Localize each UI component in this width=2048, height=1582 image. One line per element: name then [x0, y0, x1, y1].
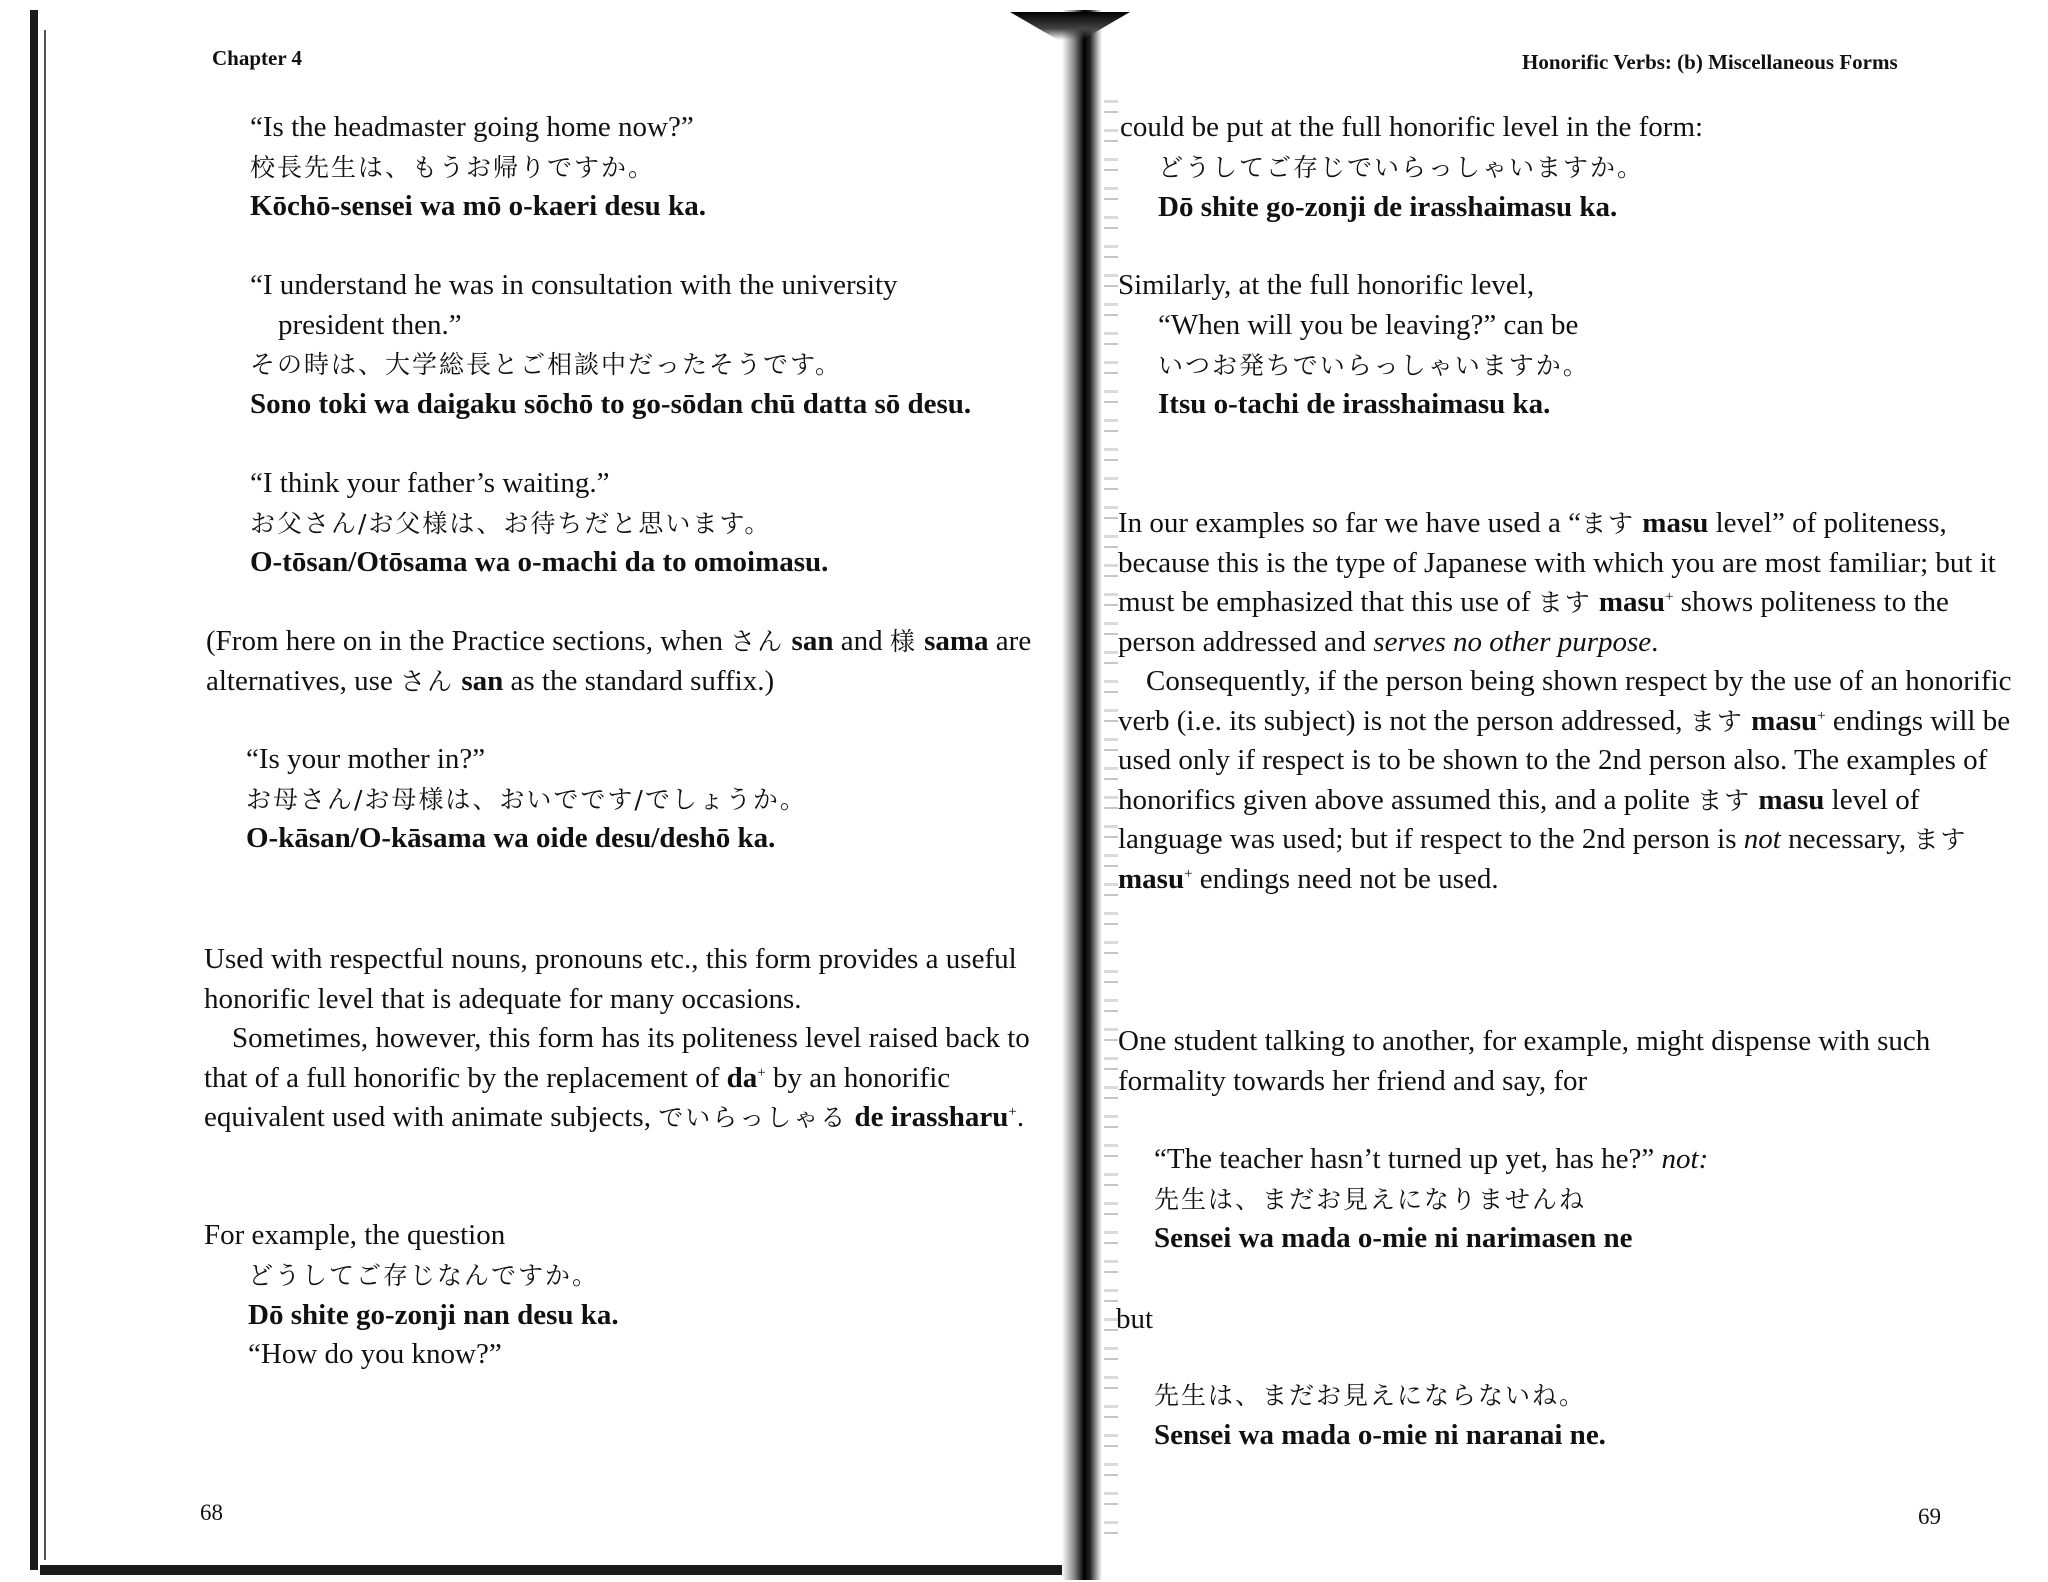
paragraph-text: but: [1116, 1303, 1154, 1335]
example-university-president: [250, 266, 1010, 424]
example-japanese: その時は、大学総長とご相談中だったそうです。: [250, 350, 843, 379]
paragraph-text: Consequently, if the person being shown respect by the use of an honorific verb (i.e. its subject) is not the person addressed, ます masu+ endings will be used only if respect is to be shown to the 2nd person also. The examples of honorifics given above assumed this, and a polite ます masu level of language was used; but if respect to the 2nd person is not necessary, ます masu+ endings need not be used.: [1118, 665, 2012, 895]
but-text: [1116, 1300, 1316, 1340]
example-english: “I think your father’s waiting.”: [250, 467, 610, 499]
example-romaji: Sono toki wa daigaku sōchō to go-sōdan chū datta sō desu.: [250, 387, 972, 420]
example-romaji: Dō shite go-zonji de irasshaimasu ka.: [1158, 190, 1618, 223]
continuation-text: [1120, 108, 2020, 148]
page-number-left: 68: [200, 1500, 223, 1525]
example-when-leaving: [1158, 306, 2038, 425]
example-teacher-plain: [1154, 1376, 2034, 1455]
example-japanese: お父さん/お父様は、お待ちだと思います。: [250, 508, 772, 538]
example-romaji: Itsu o-tachi de irasshaimasu ka.: [1158, 388, 1551, 420]
example-romaji: Dō shite go-zonji nan desu ka.: [248, 1298, 619, 1331]
similarly-text: [1118, 266, 2018, 306]
example-mother-in: [246, 740, 1066, 859]
page-number-right: 69: [1918, 1504, 1941, 1529]
note-paragraph: (From here on in the Practice sections, when さん san and 様 sama are alternatives, use さん san as the standard suffix.): [206, 625, 1032, 697]
example-english: “How do you know?”: [248, 1338, 502, 1370]
example-japanese: どうしてご存じでいらっしゃいますか。: [1158, 153, 1645, 182]
example-japanese: 先生は、まだお見えにならないね。: [1154, 1381, 1587, 1410]
example-teacher-not: [1154, 1140, 2034, 1259]
example-romaji: Sensei wa mada o-mie ni naranai ne.: [1154, 1418, 1606, 1451]
example-english: “Is the headmaster going home now?”: [250, 111, 694, 143]
practice-note: [206, 622, 1048, 701]
example-english: “When will you be leaving?” can be: [1158, 309, 1579, 341]
example-romaji: Kōchō-sensei wa mō o-kaeri desu ka.: [250, 190, 706, 222]
example-how-do-you-know: [248, 1256, 1068, 1375]
example-japanese: どうしてご存じなんですか。: [248, 1261, 600, 1290]
example-romaji: O-kāsan/O-kāsama wa oide desu/deshō ka.: [246, 822, 776, 854]
example-japanese: 校長先生は、もうお帰りですか。: [250, 152, 656, 182]
example-japanese: お母さん/お母様は、おいでです/でしょうか。: [246, 784, 807, 814]
example-english: “The teacher hasn’t turned up yet, has he?” not:: [1154, 1143, 1709, 1175]
example-english: “Is your mother in?”: [246, 743, 486, 775]
example-japanese: いつお発ちでいらっしゃいますか。: [1158, 350, 1590, 380]
paragraph-text: For example, the question: [204, 1219, 506, 1251]
running-header-left: Chapter 4: [212, 46, 303, 70]
running-header-right: Honorific Verbs: (b) Miscellaneous Forms: [1522, 50, 1898, 74]
body-paragraph-student: [1118, 1022, 2014, 1101]
paragraph-text: Sometimes, however, this form has its politeness level raised back to that of a full honorific by the replacement of da+ by an honorific equivalent used with animate subjects, でいらっしゃる de irassharu+.: [204, 1022, 1030, 1133]
paragraph-text: In our examples so far we have used a “ます masu level” of politeness, because this is the type of Japanese with which you are most familiar; but it must be emphasized that this use of ます masu+ shows politeness to the person addressed and serves no other purpose.: [1118, 507, 1996, 658]
example-father-waiting: [250, 464, 1070, 583]
paragraph-text: Similarly, at the full honorific level,: [1118, 269, 1535, 301]
body-paragraph-masu-level: [1118, 504, 2014, 899]
example-romaji: O-tōsan/Otōsama wa o-machi da to omoimasu.: [250, 546, 829, 578]
example-romaji: Sensei wa mada o-mie ni narimasen ne: [1154, 1222, 1633, 1254]
example-english: “I understand he was in consultation with the university president then.”: [250, 269, 898, 341]
example-japanese: 先生は、まだお見えになりませんね: [1154, 1184, 1587, 1214]
example-intro: [204, 1216, 1024, 1256]
example-go-zonji-full: [1158, 148, 2038, 227]
paragraph-text: could be put at the full honorific level in the form:: [1120, 111, 1704, 143]
body-paragraph-respectful-nouns: [204, 940, 1050, 1138]
paragraph-text: Used with respectful nouns, pronouns etc., this form provides a useful honorific level that is adequate for many occasions.: [204, 943, 1017, 1015]
right-page: [1080, 0, 2048, 1582]
example-headmaster: [250, 108, 1070, 227]
paragraph-text: One student talking to another, for example, might dispense with such formality towards her friend and say, for: [1118, 1025, 1931, 1097]
